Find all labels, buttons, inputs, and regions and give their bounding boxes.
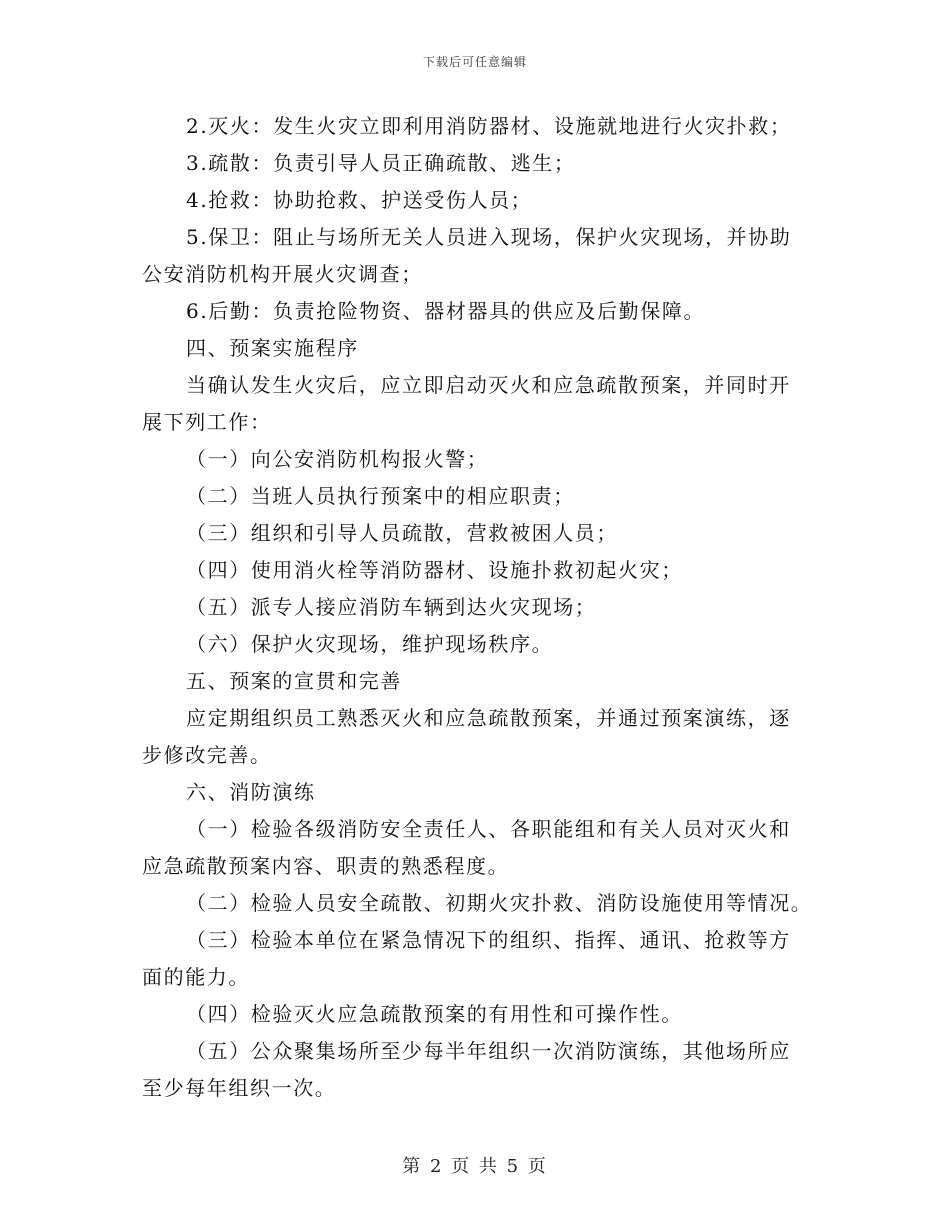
list-item: （一）向公安消防机构报火警； [186, 447, 489, 471]
paragraph-line: 6.后勤：负责抢险物资、器材器具的供应及后勤保障。 [186, 299, 706, 323]
list-item: （三）组织和引导人员疏散，营救被困人员； [186, 521, 618, 545]
list-item: 面的能力。 [142, 965, 250, 989]
section-heading: 五、预案的宣贯和完善 [186, 669, 402, 693]
paragraph-line: 2.灭火：发生火灾立即利用消防器材、设施就地进行火灾扑救； [186, 114, 792, 138]
list-item: （四）使用消火栓等消防器材、设施扑救初起火灾； [186, 558, 683, 582]
paragraph-line: 公安消防机构开展火灾调查； [142, 262, 423, 286]
list-item: （五）公众聚集场所至少每半年组织一次消防演练，其他场所应 [186, 1039, 791, 1063]
list-item: （五）派专人接应消防车辆到达火灾现场； [186, 595, 597, 619]
paragraph-line: 4.抢救：协助抢救、护送受伤人员； [186, 188, 533, 212]
list-item: 至少每年组织一次。 [142, 1076, 337, 1100]
section-heading: 六、消防演练 [186, 780, 316, 804]
paragraph-line: 步修改完善。 [142, 743, 272, 767]
paragraph-line: 展下列工作： [142, 410, 272, 434]
paragraph-line: 应定期组织员工熟悉灭火和应急疏散预案，并通过预案演练，逐 [186, 706, 791, 730]
page-number: 第 2 页 共 5 页 [402, 1156, 548, 1177]
document-body [142, 108, 813, 1107]
list-item: （二）检验人员安全疏散、初期火灾扑救、消防设施使用等情况。 [186, 891, 813, 915]
list-item: （一）检验各级消防安全责任人、各职能组和有关人员对灭火和 [186, 817, 791, 841]
paragraph-line: 5.保卫：阻止与场所无关人员进入现场，保护火灾现场，并协助 [186, 225, 792, 249]
list-item: （四）检验灭火应急疏散预案的有用性和可操作性。 [186, 1002, 683, 1026]
page-header: 下载后可任意编辑 [422, 55, 527, 69]
list-item: 应急疏散预案内容、职责的熟悉程度。 [142, 854, 510, 878]
list-item: （二）当班人员执行预案中的相应职责； [186, 484, 575, 508]
section-heading: 四、预案实施程序 [186, 336, 359, 360]
list-item: （六）保护火灾现场，维护现场秩序。 [186, 632, 554, 656]
list-item: （三）检验本单位在紧急情况下的组织、指挥、通讯、抢救等方 [186, 928, 791, 952]
paragraph-line: 3.疏散：负责引导人员正确疏散、逃生； [186, 151, 576, 175]
paragraph-line: 当确认发生火灾后，应立即启动灭火和应急疏散预案，并同时开 [186, 373, 791, 397]
